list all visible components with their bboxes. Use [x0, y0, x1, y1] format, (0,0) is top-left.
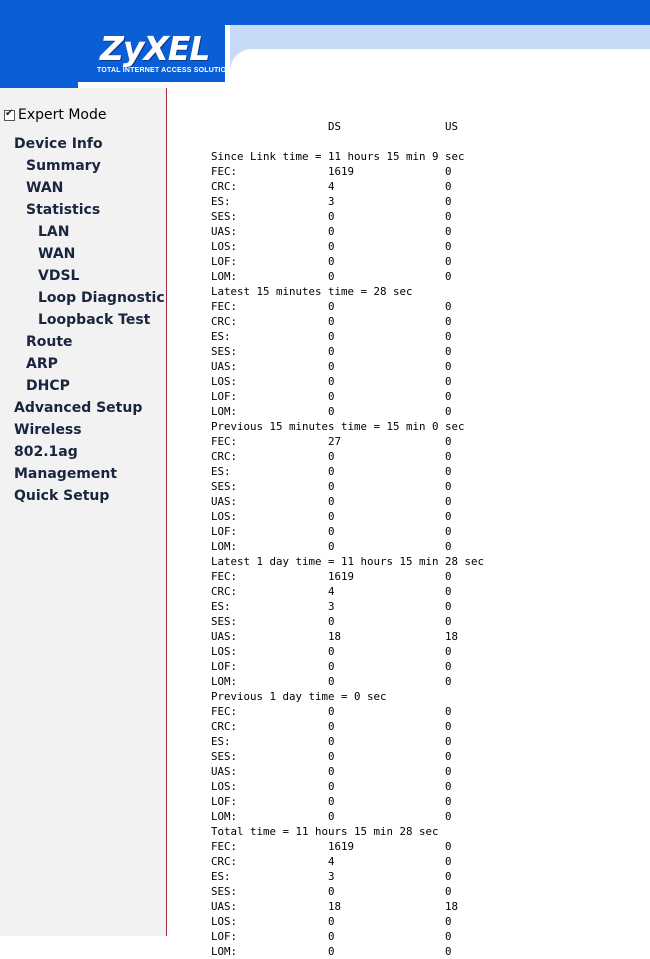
sidebar-item-quick-setup[interactable]: Quick Setup	[14, 488, 110, 504]
stat-label: LOM:	[211, 675, 238, 688]
column-header-ds: DS	[328, 120, 342, 133]
stat-us-value: 18	[445, 900, 459, 913]
stat-ds-value: 0	[328, 945, 335, 958]
stat-row	[211, 224, 484, 239]
stat-row	[211, 749, 484, 764]
header-top-bar	[0, 0, 650, 25]
stat-ds-value: 0	[328, 795, 335, 808]
stat-us-value: 0	[445, 330, 452, 343]
stat-row	[211, 794, 484, 809]
sidebar-item-arp[interactable]: ARP	[26, 356, 58, 372]
stat-row	[211, 764, 484, 779]
stat-label: CRC:	[211, 315, 238, 328]
stat-label: FEC:	[211, 840, 238, 853]
logo-wordmark: ZyXEL	[100, 29, 210, 68]
stat-row	[211, 914, 484, 929]
stat-ds-value: 18	[328, 630, 342, 643]
sidebar-item-wan[interactable]: WAN	[26, 180, 64, 196]
stat-label: ES:	[211, 330, 231, 343]
stat-us-value: 0	[445, 510, 452, 523]
section-title: Total time = 11 hours 15 min 28 sec	[211, 825, 439, 838]
stat-ds-value: 0	[328, 660, 335, 673]
stat-ds-value: 0	[328, 735, 335, 748]
section-title: Latest 15 minutes time = 28 sec	[211, 285, 413, 298]
stat-ds-value: 0	[328, 495, 335, 508]
stat-ds-value: 27	[328, 435, 342, 448]
stat-label: LOF:	[211, 660, 238, 673]
stat-us-value: 0	[445, 390, 452, 403]
stat-ds-value: 4	[328, 180, 335, 193]
header	[0, 0, 650, 88]
stat-row	[211, 269, 484, 284]
stat-row	[211, 164, 484, 179]
stat-row	[211, 809, 484, 824]
stat-label: LOF:	[211, 930, 238, 943]
header-left-block	[0, 25, 78, 88]
stat-us-value: 0	[445, 660, 452, 673]
stat-label: LOS:	[211, 915, 238, 928]
stat-row	[211, 674, 484, 689]
stat-row	[211, 389, 484, 404]
stat-ds-value: 0	[328, 750, 335, 763]
stat-row	[211, 719, 484, 734]
expert-mode-checkbox[interactable]	[4, 110, 15, 121]
stat-us-value: 0	[445, 585, 452, 598]
stat-row	[211, 509, 484, 524]
stat-row	[211, 584, 484, 599]
section-title: Latest 1 day time = 11 hours 15 min 28 sec	[211, 555, 485, 568]
stat-ds-value: 0	[328, 255, 335, 268]
stat-label: CRC:	[211, 585, 238, 598]
stat-ds-value: 4	[328, 855, 335, 868]
stat-us-value: 0	[445, 270, 452, 283]
sidebar-item-route[interactable]: Route	[26, 334, 73, 350]
sidebar-item-loop-diagnostic[interactable]: Loop Diagnostic	[38, 290, 165, 306]
stat-us-value: 0	[445, 240, 452, 253]
stat-us-value: 0	[445, 210, 452, 223]
sidebar-item-wireless[interactable]: Wireless	[14, 422, 82, 438]
stat-ds-value: 0	[328, 240, 335, 253]
stat-us-value: 0	[445, 765, 452, 778]
stat-label: SES:	[211, 345, 238, 358]
stat-label: LOS:	[211, 645, 238, 658]
stat-us-value: 0	[445, 645, 452, 658]
stat-ds-value: 0	[328, 315, 335, 328]
stat-label: SES:	[211, 615, 238, 628]
stat-label: LOF:	[211, 255, 238, 268]
stat-label: LOM:	[211, 810, 238, 823]
stat-us-value: 0	[445, 465, 452, 478]
stat-us-value: 0	[445, 540, 452, 553]
stat-ds-value: 0	[328, 330, 335, 343]
stat-row	[211, 524, 484, 539]
stat-row	[211, 299, 484, 314]
stat-us-value: 0	[445, 375, 452, 388]
zyxel-logo	[78, 25, 232, 85]
stat-label: LOF:	[211, 795, 238, 808]
stat-label: ES:	[211, 195, 231, 208]
stat-row	[211, 194, 484, 209]
sidebar-item-dhcp[interactable]: DHCP	[26, 378, 70, 394]
stat-label: SES:	[211, 480, 238, 493]
stat-us-value: 0	[445, 720, 452, 733]
sidebar-item-wan[interactable]: WAN	[38, 246, 76, 262]
stat-ds-value: 18	[328, 900, 342, 913]
stat-label: LOS:	[211, 240, 238, 253]
stat-row	[211, 629, 484, 644]
stat-us-value: 0	[445, 705, 452, 718]
stat-us-value: 0	[445, 795, 452, 808]
stat-label: UAS:	[211, 765, 238, 778]
stat-us-value: 0	[445, 870, 452, 883]
stat-row	[211, 239, 484, 254]
stat-label: LOM:	[211, 270, 238, 283]
stat-us-value: 0	[445, 885, 452, 898]
stat-ds-value: 0	[328, 720, 335, 733]
stat-ds-value: 0	[328, 705, 335, 718]
stat-ds-value: 0	[328, 540, 335, 553]
stat-row	[211, 464, 484, 479]
stat-us-value: 0	[445, 345, 452, 358]
stat-ds-value: 0	[328, 780, 335, 793]
stat-us-value: 0	[445, 810, 452, 823]
stat-row	[211, 209, 484, 224]
stat-ds-value: 0	[328, 675, 335, 688]
stat-row	[211, 449, 484, 464]
stat-ds-value: 0	[328, 390, 335, 403]
stat-label: FEC:	[211, 570, 238, 583]
stat-row	[211, 929, 484, 944]
stat-us-value: 0	[445, 165, 452, 178]
stat-label: LOF:	[211, 390, 238, 403]
vdsl-statistics	[211, 89, 484, 959]
sidebar-item-lan[interactable]: LAN	[38, 224, 70, 240]
stat-row	[211, 599, 484, 614]
stat-ds-value: 0	[328, 210, 335, 223]
stat-label: ES:	[211, 735, 231, 748]
stat-label: LOF:	[211, 525, 238, 538]
stat-ds-value: 3	[328, 195, 335, 208]
stat-row	[211, 314, 484, 329]
stat-label: SES:	[211, 885, 238, 898]
stat-us-value: 0	[445, 180, 452, 193]
stat-ds-value: 0	[328, 480, 335, 493]
stat-ds-value: 0	[328, 930, 335, 943]
stat-ds-value: 0	[328, 465, 335, 478]
section-title: Previous 15 minutes time = 15 min 0 sec	[211, 420, 465, 433]
stat-label: UAS:	[211, 630, 238, 643]
sidebar	[0, 88, 167, 936]
stat-ds-value: 3	[328, 870, 335, 883]
stat-ds-value: 0	[328, 375, 335, 388]
stat-us-value: 0	[445, 315, 452, 328]
sidebar-item-management[interactable]: Management	[14, 466, 118, 482]
column-header-row	[211, 119, 484, 134]
stat-row	[211, 479, 484, 494]
stat-label: FEC:	[211, 300, 238, 313]
stat-ds-value: 0	[328, 645, 335, 658]
expert-mode-toggle[interactable]	[4, 107, 106, 123]
sidebar-item-802-1ag[interactable]: 802.1ag	[14, 444, 78, 460]
stat-label: LOM:	[211, 945, 238, 958]
stat-row	[211, 944, 484, 959]
stat-ds-value: 3	[328, 600, 335, 613]
stat-label: LOS:	[211, 375, 238, 388]
stat-us-value: 0	[445, 525, 452, 538]
stat-us-value: 0	[445, 435, 452, 448]
stat-label: LOM:	[211, 540, 238, 553]
section-title: Since Link time = 11 hours 15 min 9 sec	[211, 150, 465, 163]
stat-label: FEC:	[211, 165, 238, 178]
stat-ds-value: 0	[328, 810, 335, 823]
stat-us-value: 0	[445, 675, 452, 688]
stat-ds-value: 1619	[328, 840, 355, 853]
stat-us-value: 0	[445, 195, 452, 208]
stat-ds-value: 0	[328, 270, 335, 283]
stat-ds-value: 0	[328, 615, 335, 628]
stat-us-value: 0	[445, 405, 452, 418]
stat-row	[211, 899, 484, 914]
stat-ds-value: 1619	[328, 570, 355, 583]
stat-row	[211, 734, 484, 749]
stat-us-value: 0	[445, 735, 452, 748]
stat-row	[211, 179, 484, 194]
stat-us-value: 0	[445, 495, 452, 508]
stat-label: SES:	[211, 750, 238, 763]
stat-label: SES:	[211, 210, 238, 223]
sidebar-item-statistics[interactable]: Statistics	[26, 202, 101, 218]
stat-ds-value: 1619	[328, 165, 355, 178]
stat-ds-value: 0	[328, 450, 335, 463]
stat-ds-value: 0	[328, 345, 335, 358]
stat-label: LOS:	[211, 510, 238, 523]
stat-ds-value: 0	[328, 885, 335, 898]
stat-us-value: 0	[445, 480, 452, 493]
stat-row	[211, 434, 484, 449]
stat-row	[211, 704, 484, 719]
stat-ds-value: 0	[328, 405, 335, 418]
stat-row	[211, 854, 484, 869]
stat-label: ES:	[211, 600, 231, 613]
stat-ds-value: 0	[328, 360, 335, 373]
section-title: Previous 1 day time = 0 sec	[211, 690, 387, 703]
stat-label: LOS:	[211, 780, 238, 793]
sidebar-item-device-info[interactable]: Device Info	[14, 136, 103, 152]
stat-us-value: 0	[445, 600, 452, 613]
logo-tagline: TOTAL INTERNET ACCESS SOLUTION	[97, 67, 232, 74]
stat-row	[211, 539, 484, 554]
stat-label: FEC:	[211, 435, 238, 448]
stat-us-value: 0	[445, 930, 452, 943]
stat-row	[211, 614, 484, 629]
stat-us-value: 0	[445, 945, 452, 958]
stat-label: LOM:	[211, 405, 238, 418]
stat-label: CRC:	[211, 450, 238, 463]
stat-ds-value: 0	[328, 765, 335, 778]
expert-mode-label: Expert Mode	[18, 107, 107, 123]
stat-row	[211, 869, 484, 884]
stat-us-value: 0	[445, 855, 452, 868]
stat-us-value: 18	[445, 630, 459, 643]
stat-ds-value: 0	[328, 300, 335, 313]
stat-us-value: 0	[445, 780, 452, 793]
sidebar-item-vdsl[interactable]: VDSL	[38, 268, 80, 284]
stat-label: UAS:	[211, 360, 238, 373]
stat-us-value: 0	[445, 300, 452, 313]
stat-row	[211, 329, 484, 344]
stat-us-value: 0	[445, 225, 452, 238]
stat-row	[211, 779, 484, 794]
stat-row	[211, 659, 484, 674]
stat-row	[211, 374, 484, 389]
stat-ds-value: 0	[328, 915, 335, 928]
stat-ds-value: 0	[328, 525, 335, 538]
stat-us-value: 0	[445, 615, 452, 628]
stat-label: UAS:	[211, 495, 238, 508]
stat-row	[211, 359, 484, 374]
stat-label: UAS:	[211, 225, 238, 238]
stat-ds-value: 0	[328, 510, 335, 523]
stat-row	[211, 344, 484, 359]
stat-us-value: 0	[445, 915, 452, 928]
stat-label: CRC:	[211, 180, 238, 193]
stat-us-value: 0	[445, 570, 452, 583]
stat-label: ES:	[211, 465, 231, 478]
stat-us-value: 0	[445, 840, 452, 853]
stat-row	[211, 884, 484, 899]
stat-us-value: 0	[445, 450, 452, 463]
stat-ds-value: 0	[328, 225, 335, 238]
stat-row	[211, 839, 484, 854]
stat-row	[211, 494, 484, 509]
stat-label: CRC:	[211, 720, 238, 733]
stat-row	[211, 254, 484, 269]
stat-row	[211, 569, 484, 584]
stat-label: ES:	[211, 870, 231, 883]
stat-us-value: 0	[445, 255, 452, 268]
stat-us-value: 0	[445, 750, 452, 763]
stat-label: FEC:	[211, 705, 238, 718]
sidebar-item-summary[interactable]: Summary	[26, 158, 101, 174]
stat-row	[211, 404, 484, 419]
column-header-us: US	[445, 120, 459, 133]
stat-label: CRC:	[211, 855, 238, 868]
sidebar-item-advanced-setup[interactable]: Advanced Setup	[14, 400, 143, 416]
stat-label: UAS:	[211, 900, 238, 913]
stat-us-value: 0	[445, 360, 452, 373]
stat-row	[211, 644, 484, 659]
sidebar-item-loopback-test[interactable]: Loopback Test	[38, 312, 151, 328]
stat-ds-value: 4	[328, 585, 335, 598]
